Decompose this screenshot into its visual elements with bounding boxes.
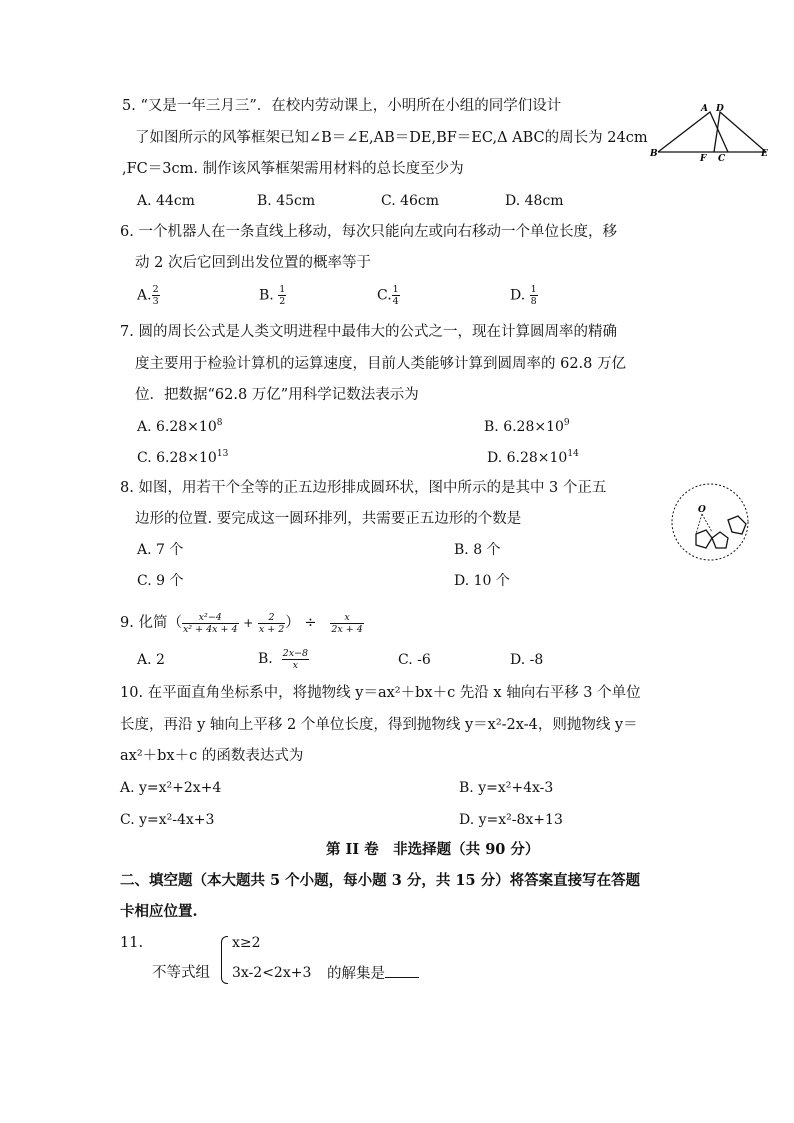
q11-answer: 的解集是 <box>327 963 419 984</box>
q6-option-d: D. $\frac{1}{8}$ <box>510 284 537 307</box>
q9-option-d: D. -8 <box>510 652 544 668</box>
q9-option-a: A. 2 <box>137 652 165 668</box>
q9-expression: 9. 化简（ $\frac{\text{x²−4}}{\text{x² + 4x + 4}}$ + $\frac{2}{x + 2}$ ） ÷ $\frac{x}{2x + 4}$ <box>120 611 363 635</box>
q7-option-a: A. $6.28\times 10^8$ <box>137 418 223 435</box>
q11-number: 11. <box>120 935 144 951</box>
q10-option-d: D. y=x²-8x+13 <box>459 812 563 828</box>
q8-line-1: 8. 如图，用若干个全等的正五边形排成圆环状，图中所示的是其中 3 个正五 <box>120 480 607 496</box>
figure-label-d: D <box>716 104 724 114</box>
q11-prefix: 不等式组 <box>152 965 210 981</box>
figure-label-e: E <box>761 149 768 159</box>
figure-label-f: F <box>700 154 707 162</box>
q10-line-1: 10. 在平面直角坐标系中，将抛物线 y＝ax²＋bx＋c 先沿 x 轴向右平移 3 个单位 <box>120 685 641 701</box>
q8-option-a: A. 7 个 <box>137 542 184 558</box>
q5-option-d: D. 48cm <box>505 193 564 209</box>
q8-option-c: C. 9 个 <box>137 573 184 589</box>
q10-line-2: 长度，再沿 y 轴向上平移 2 个单位长度，得到抛物线 y＝x²-2x-4，则抛物线 y＝ <box>120 717 638 733</box>
figure-label-a: A <box>701 104 708 114</box>
q6-option-a: A. $\frac{2}{3}$ <box>137 284 159 307</box>
q5-line-2: 了如图所示的风筝框架已知∠B＝∠E,AB＝DE,BF＝EC,Δ ABC的周长为 24cm <box>135 130 648 146</box>
q6-option-c: C. $\frac{1}{4}$ <box>377 284 399 307</box>
q7-option-c: C. $6.28\times 10^{13}$ <box>137 449 229 466</box>
pentagon-ring-figure <box>668 480 752 564</box>
q8-line-2: 边形的位置. 要完成这一圆环排列，共需要正五边形的个数是 <box>135 511 522 527</box>
answer-blank[interactable] <box>385 963 419 978</box>
figure-label-c: C <box>718 154 726 162</box>
figure-label-b: B <box>650 149 658 159</box>
q9-option-c: C. -6 <box>398 652 431 668</box>
q5-option-b: B. 45cm <box>257 193 316 209</box>
figure-label-o: O <box>698 505 706 515</box>
section-2-heading-line-1: 二、填空题（本大题共 5 个小题，每小题 3 分，共 15 分）将答案直接写在答题 <box>120 872 641 889</box>
q10-option-b: B. y=x²+4x-3 <box>459 780 554 796</box>
q10-option-c: C. y=x²-4x+3 <box>120 812 215 828</box>
q5-option-a: A. 44cm <box>137 193 195 209</box>
q7-line-2: 度主要用于检验计算机的运算速度，目前人类能够计算到圆周率的 62.8 万亿 <box>135 356 627 372</box>
q11-inequality-2: 3x-2<2x+3 <box>232 965 312 981</box>
q5-line-3: ,FC＝3cm. 制作该风筝框架需用材料的总长度至少为 <box>122 161 464 177</box>
q8-option-d: D. 10 个 <box>454 573 510 589</box>
q7-option-b: B. $6.28\times 10^9$ <box>484 418 570 435</box>
q7-line-1: 7. 圆的周长公式是人类文明进程中最伟大的公式之一，现在计算圆周率的精确 <box>120 324 617 340</box>
q6-option-b: B. $\frac{1}{2}$ <box>259 284 286 307</box>
q6-line-1: 6. 一个机器人在一条直线上移动，每次只能向左或向右移动一个单位长度，移 <box>120 224 617 240</box>
q7-line-3: 位．把数据“62.8 万亿”用科学记数法表示为 <box>135 387 419 403</box>
section-2-title: 第 II 卷 非选择题（共 90 分） <box>326 841 540 858</box>
q9-option-b: B. $\frac{2x-8}{x}$ <box>258 647 309 671</box>
section-2-heading-line-2: 卡相应位置. <box>120 903 198 920</box>
kite-triangle-figure <box>648 100 778 162</box>
q6-line-2: 动 2 次后它回到出发位置的概率等于 <box>135 255 371 271</box>
q7-option-d: D. $6.28\times 10^{14}$ <box>487 449 579 466</box>
q11-inequality-1: x≥2 <box>232 935 261 951</box>
q5-line-1: 5. “又是一年三月三”．在校内劳动课上，小明所在小组的同学们设计 <box>122 98 562 114</box>
q8-option-b: B. 8 个 <box>454 542 501 558</box>
system-brace <box>221 936 228 984</box>
q10-line-3: ax²＋bx＋c 的函数表达式为 <box>120 748 304 764</box>
q5-option-c: C. 46cm <box>381 193 440 209</box>
q10-option-a: A. y=x²+2x+4 <box>120 780 222 796</box>
